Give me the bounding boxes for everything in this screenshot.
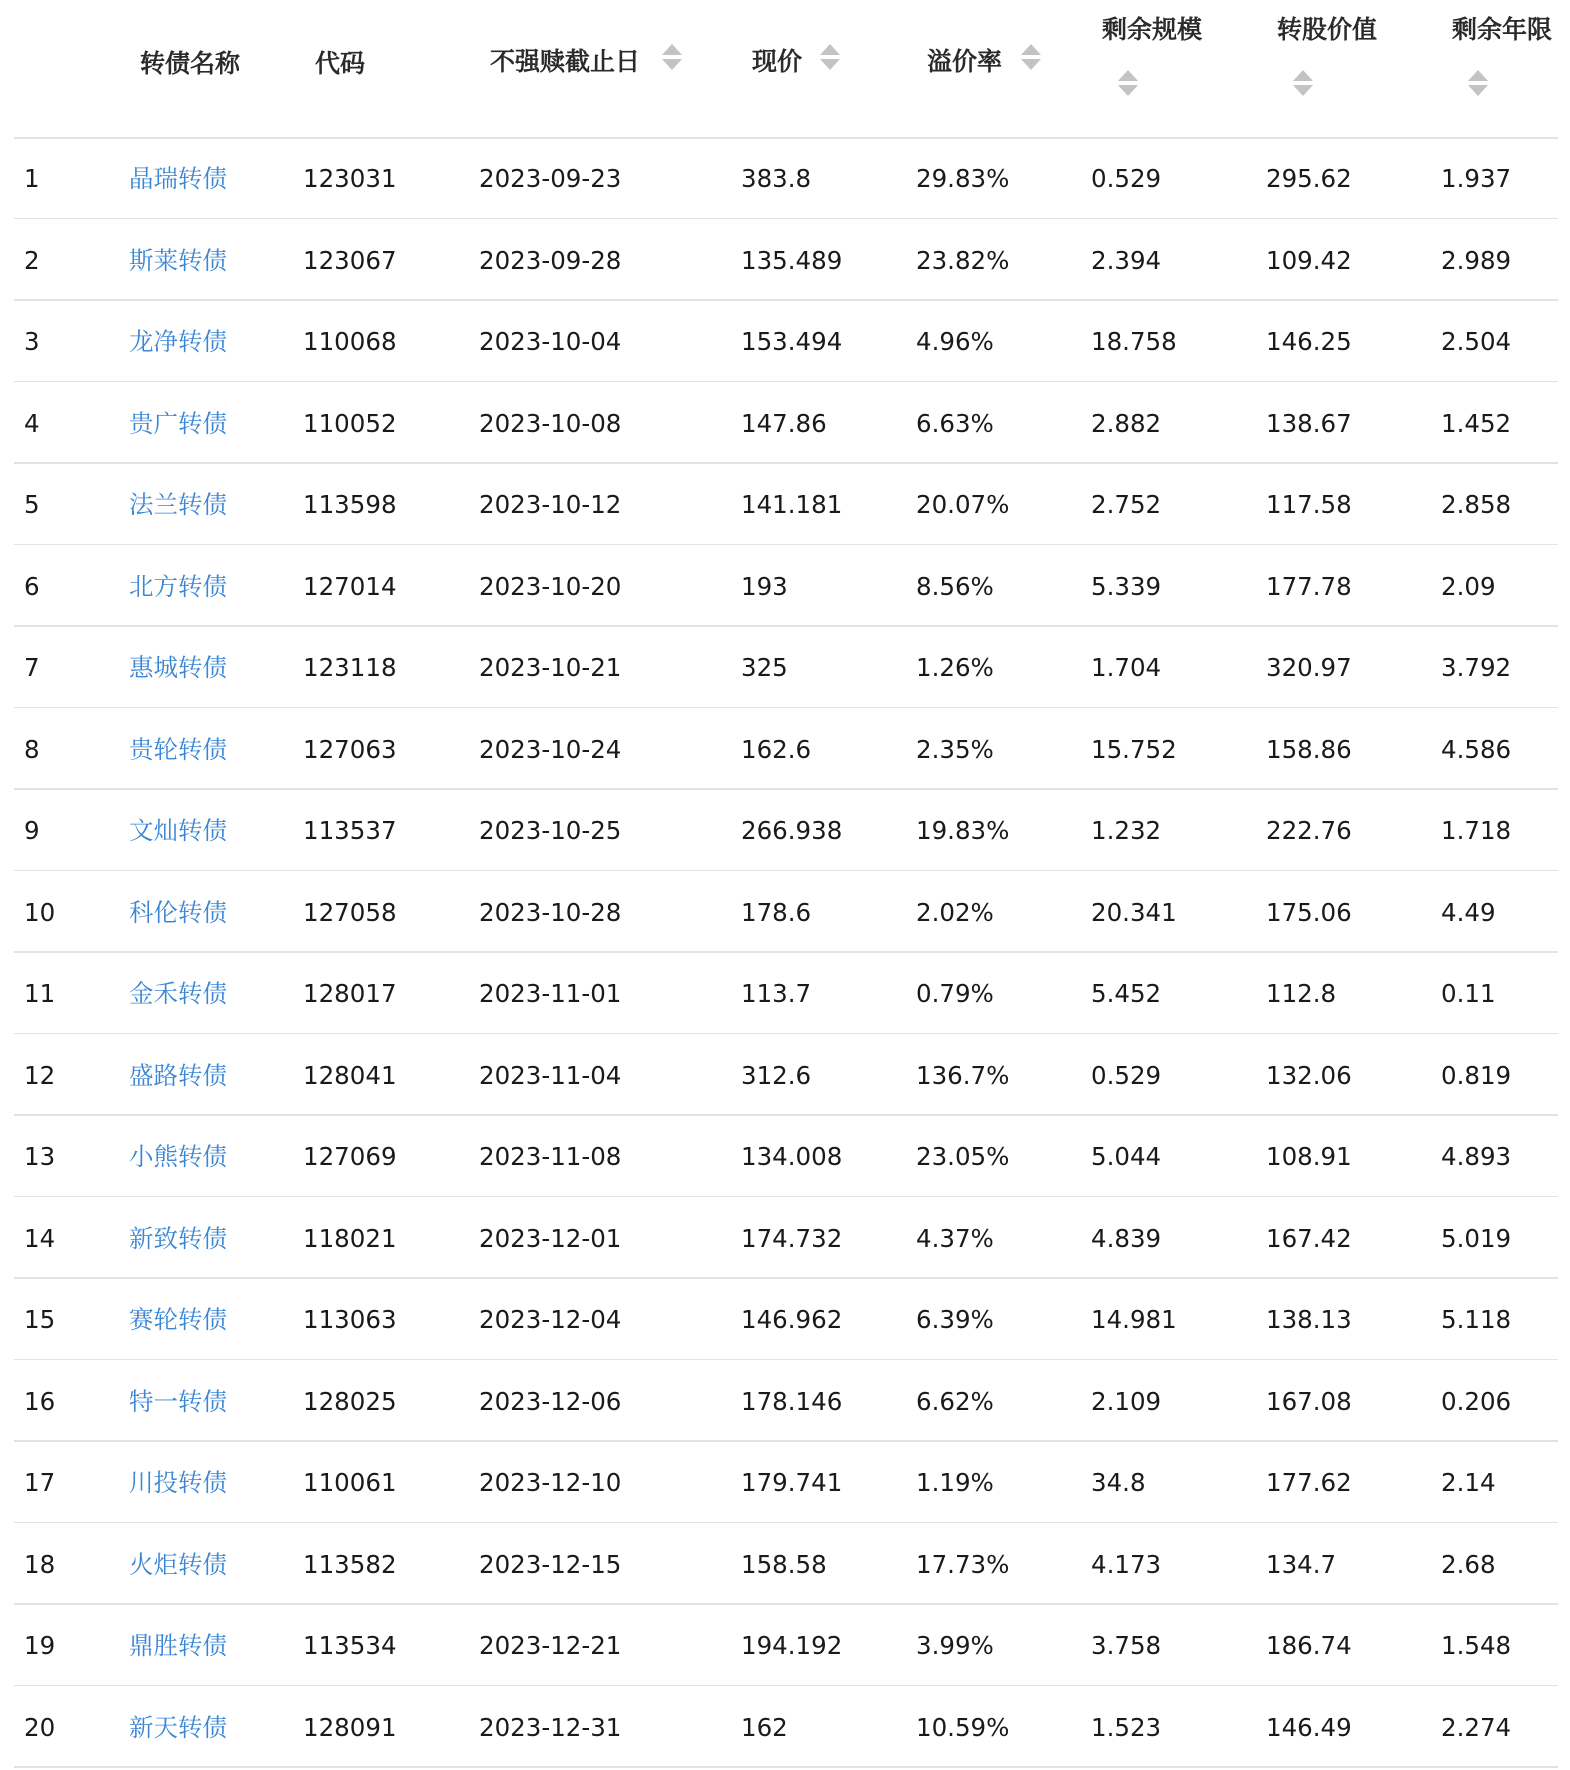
table-row	[14, 1524, 1558, 1605]
conversion-value: 117.58	[1266, 490, 1352, 519]
table-row	[14, 1198, 1558, 1279]
remaining-scale: 2.109	[1091, 1386, 1162, 1416]
bond-name-link[interactable]: 小熊转债	[129, 1142, 227, 1171]
remaining-scale: 15.752	[1091, 734, 1177, 764]
remaining-years: 1.548	[1441, 1631, 1512, 1660]
row-index: 7	[24, 653, 40, 682]
redeem-deadline: 2023-12-21	[479, 1631, 622, 1660]
bond-name-link[interactable]: 贵广转债	[129, 408, 227, 438]
remaining-scale: 1.704	[1091, 653, 1162, 682]
remaining-scale: 4.839	[1091, 1223, 1162, 1253]
header-name: 转债名称	[140, 49, 241, 78]
price: 325	[741, 653, 788, 682]
bond-name-link[interactable]: 鼎胜转债	[129, 1631, 227, 1660]
price: 312.6	[741, 1060, 812, 1090]
sort-scale-icon[interactable]	[1118, 70, 1138, 100]
redeem-deadline: 2023-12-06	[479, 1386, 622, 1416]
bond-code: 127014	[303, 571, 397, 601]
conversion-value: 158.86	[1266, 734, 1352, 764]
conversion-value: 177.78	[1266, 571, 1352, 601]
conversion-value: 146.49	[1266, 1712, 1352, 1742]
conversion-value: 138.13	[1266, 1305, 1352, 1334]
redeem-deadline: 2023-12-01	[479, 1223, 622, 1253]
table-row	[14, 138, 1558, 219]
conversion-value: 167.42	[1266, 1223, 1352, 1253]
conversion-value: 167.08	[1266, 1386, 1352, 1416]
conversion-value: 295.62	[1266, 164, 1352, 193]
bond-code: 128017	[303, 979, 397, 1008]
premium-rate: 6.39%	[916, 1305, 994, 1334]
remaining-years: 1.718	[1441, 816, 1512, 845]
price: 158.58	[741, 1549, 827, 1579]
premium-rate: 1.26%	[916, 653, 994, 682]
bond-code: 128041	[303, 1060, 397, 1090]
remaining-years: 2.858	[1441, 490, 1512, 519]
premium-rate: 6.62%	[916, 1386, 994, 1416]
remaining-scale: 5.044	[1091, 1142, 1162, 1171]
remaining-years: 5.118	[1441, 1305, 1512, 1334]
header-price[interactable]: 现价	[752, 47, 803, 76]
premium-rate: 0.79%	[916, 979, 994, 1008]
remaining-years: 2.274	[1441, 1712, 1512, 1742]
price: 194.192	[741, 1631, 843, 1660]
redeem-deadline: 2023-10-24	[479, 734, 622, 764]
header-conv-value[interactable]: 转股价值	[1277, 15, 1378, 44]
bond-name-link[interactable]: 火炬转债	[129, 1549, 227, 1579]
redeem-deadline: 2023-11-04	[479, 1060, 622, 1090]
bond-name-link[interactable]: 特一转债	[129, 1386, 227, 1416]
header-deadline[interactable]: 不强赎截止日	[490, 47, 641, 76]
row-index: 4	[24, 408, 40, 438]
bond-code: 127069	[303, 1142, 397, 1171]
conversion-value: 138.67	[1266, 408, 1352, 438]
row-index: 8	[24, 734, 40, 764]
row-index: 6	[24, 571, 40, 601]
remaining-scale: 0.529	[1091, 1060, 1162, 1090]
conversion-value: 186.74	[1266, 1631, 1352, 1660]
remaining-scale: 20.341	[1091, 897, 1177, 927]
table-row	[14, 627, 1558, 708]
remaining-years: 0.206	[1441, 1386, 1512, 1416]
conversion-value: 108.91	[1266, 1142, 1352, 1171]
remaining-years: 2.14	[1441, 1468, 1496, 1497]
premium-rate: 19.83%	[916, 816, 1010, 845]
remaining-scale: 2.882	[1091, 408, 1162, 438]
remaining-scale: 1.232	[1091, 816, 1162, 845]
bond-code: 123067	[303, 245, 397, 275]
premium-rate: 2.02%	[916, 897, 994, 927]
bond-code: 110052	[303, 408, 397, 438]
row-divider	[14, 1766, 1558, 1768]
conversion-value: 177.62	[1266, 1468, 1352, 1497]
redeem-deadline: 2023-09-28	[479, 245, 622, 275]
bond-name-link[interactable]: 晶瑞转债	[129, 164, 227, 193]
premium-rate: 8.56%	[916, 571, 994, 601]
bond-name-link[interactable]: 科伦转债	[129, 897, 227, 927]
remaining-years: 2.504	[1441, 327, 1512, 356]
bond-name-link[interactable]: 新致转债	[129, 1223, 227, 1253]
bond-name-link[interactable]: 新天转债	[129, 1712, 227, 1742]
price: 174.732	[741, 1223, 843, 1253]
table-row	[14, 1605, 1558, 1686]
remaining-scale: 5.452	[1091, 979, 1162, 1008]
remaining-scale: 34.8	[1091, 1468, 1146, 1497]
remaining-years: 2.68	[1441, 1549, 1496, 1579]
price: 193	[741, 571, 788, 601]
table-row	[14, 546, 1558, 627]
bond-name-link[interactable]: 法兰转债	[129, 490, 227, 519]
bond-code: 127063	[303, 734, 397, 764]
bond-code: 113598	[303, 490, 397, 519]
row-index: 15	[24, 1305, 56, 1334]
price: 266.938	[741, 816, 843, 845]
table-row	[14, 464, 1558, 545]
table-row	[14, 1279, 1558, 1360]
bond-code: 113063	[303, 1305, 397, 1334]
bond-code: 110061	[303, 1468, 397, 1497]
bond-name-link[interactable]: 金禾转债	[129, 979, 227, 1008]
table-header	[0, 0, 1570, 138]
premium-rate: 3.99%	[916, 1631, 994, 1660]
table-row	[14, 953, 1558, 1034]
remaining-years: 2.989	[1441, 245, 1512, 275]
premium-rate: 17.73%	[916, 1549, 1010, 1579]
price: 178.146	[741, 1386, 843, 1416]
remaining-scale: 1.523	[1091, 1712, 1162, 1742]
premium-rate: 29.83%	[916, 164, 1010, 193]
premium-rate: 23.82%	[916, 245, 1010, 275]
bond-name-link[interactable]: 赛轮转债	[129, 1305, 227, 1334]
redeem-deadline: 2023-12-15	[479, 1549, 622, 1579]
remaining-years: 4.49	[1441, 897, 1496, 927]
remaining-years: 1.452	[1441, 408, 1512, 438]
table-row	[14, 1116, 1558, 1197]
bond-code: 118021	[303, 1223, 397, 1253]
redeem-deadline: 2023-10-25	[479, 816, 622, 845]
remaining-scale: 18.758	[1091, 327, 1177, 356]
price: 147.86	[741, 408, 827, 438]
redeem-deadline: 2023-09-23	[479, 164, 622, 193]
bond-name-link[interactable]: 川投转债	[129, 1468, 227, 1497]
price: 179.741	[741, 1468, 843, 1497]
redeem-deadline: 2023-10-04	[479, 327, 622, 356]
remaining-scale: 3.758	[1091, 1631, 1162, 1660]
redeem-deadline: 2023-12-04	[479, 1305, 622, 1334]
table-row	[14, 383, 1558, 464]
conversion-value: 112.8	[1266, 979, 1337, 1008]
remaining-scale: 2.752	[1091, 490, 1162, 519]
conversion-value: 222.76	[1266, 816, 1352, 845]
bond-code: 110068	[303, 327, 397, 356]
table-row	[14, 709, 1558, 790]
row-index: 13	[24, 1142, 56, 1171]
remaining-scale: 2.394	[1091, 245, 1162, 275]
header-years[interactable]: 剩余年限	[1452, 15, 1553, 44]
row-index: 14	[24, 1223, 56, 1253]
bond-code: 113537	[303, 816, 397, 845]
premium-rate: 10.59%	[916, 1712, 1010, 1742]
price: 146.962	[741, 1305, 843, 1334]
price: 162.6	[741, 734, 812, 764]
table-row	[14, 872, 1558, 953]
remaining-years: 4.586	[1441, 734, 1512, 764]
redeem-deadline: 2023-10-08	[479, 408, 622, 438]
table-row	[14, 301, 1558, 382]
conversion-value: 175.06	[1266, 897, 1352, 927]
bond-name-link[interactable]: 惠城转债	[129, 653, 227, 682]
bond-name-link[interactable]: 龙净转债	[129, 327, 227, 356]
price: 113.7	[741, 979, 812, 1008]
redeem-deadline: 2023-10-28	[479, 897, 622, 927]
redeem-deadline: 2023-11-08	[479, 1142, 622, 1171]
row-index: 12	[24, 1060, 56, 1090]
premium-rate: 20.07%	[916, 490, 1010, 519]
row-index: 11	[24, 979, 56, 1008]
row-index: 16	[24, 1386, 56, 1416]
table-row	[14, 1687, 1558, 1768]
bond-code: 113582	[303, 1549, 397, 1579]
sort-conv-value-icon[interactable]	[1293, 70, 1313, 100]
table-row	[14, 1035, 1558, 1116]
row-index: 5	[24, 490, 40, 519]
remaining-scale: 14.981	[1091, 1305, 1177, 1334]
price: 134.008	[741, 1142, 843, 1171]
bond-name-link[interactable]: 文灿转债	[129, 816, 227, 845]
bond-code: 123118	[303, 653, 397, 682]
sort-price-icon[interactable]	[820, 44, 840, 74]
conversion-value: 132.06	[1266, 1060, 1352, 1090]
remaining-years: 3.792	[1441, 653, 1512, 682]
redeem-deadline: 2023-12-31	[479, 1712, 622, 1742]
remaining-years: 1.937	[1441, 164, 1512, 193]
bond-name-link[interactable]: 斯莱转债	[129, 245, 227, 275]
conversion-value: 146.25	[1266, 327, 1352, 356]
premium-rate: 1.19%	[916, 1468, 994, 1497]
premium-rate: 136.7%	[916, 1060, 1010, 1090]
table-row	[14, 1442, 1558, 1523]
price: 383.8	[741, 164, 812, 193]
premium-rate: 4.37%	[916, 1223, 994, 1253]
redeem-deadline: 2023-10-20	[479, 571, 622, 601]
remaining-scale: 4.173	[1091, 1549, 1162, 1579]
premium-rate: 2.35%	[916, 734, 994, 764]
premium-rate: 6.63%	[916, 408, 994, 438]
header-code: 代码	[315, 49, 366, 78]
redeem-deadline: 2023-10-12	[479, 490, 622, 519]
remaining-years: 4.893	[1441, 1142, 1512, 1171]
sort-deadline-icon[interactable]	[662, 44, 682, 74]
header-scale[interactable]: 剩余规模	[1102, 15, 1203, 44]
row-index: 19	[24, 1631, 56, 1660]
table-row	[14, 790, 1558, 871]
row-index: 1	[24, 164, 40, 193]
header-premium[interactable]: 溢价率	[927, 47, 1003, 76]
bond-name-link[interactable]: 贵轮转债	[129, 734, 227, 764]
remaining-years: 5.019	[1441, 1223, 1512, 1253]
price: 178.6	[741, 897, 812, 927]
bond-name-link[interactable]: 北方转债	[129, 571, 227, 601]
price: 135.489	[741, 245, 843, 275]
conversion-value: 134.7	[1266, 1549, 1337, 1579]
price: 141.181	[741, 490, 843, 519]
row-index: 9	[24, 816, 40, 845]
remaining-scale: 0.529	[1091, 164, 1162, 193]
redeem-deadline: 2023-12-10	[479, 1468, 622, 1497]
bond-name-link[interactable]: 盛路转债	[129, 1060, 227, 1090]
remaining-years: 2.09	[1441, 571, 1496, 601]
remaining-scale: 5.339	[1091, 571, 1162, 601]
table-row	[14, 220, 1558, 301]
conversion-value: 320.97	[1266, 653, 1352, 682]
bond-code: 128025	[303, 1386, 397, 1416]
sort-years-icon[interactable]	[1468, 70, 1488, 100]
row-index: 18	[24, 1549, 56, 1579]
row-index: 2	[24, 245, 40, 275]
redeem-deadline: 2023-10-21	[479, 653, 622, 682]
row-index: 3	[24, 327, 40, 356]
premium-rate: 23.05%	[916, 1142, 1010, 1171]
remaining-years: 0.819	[1441, 1060, 1512, 1090]
row-index: 17	[24, 1468, 56, 1497]
row-index: 20	[24, 1712, 56, 1742]
table-row	[14, 1361, 1558, 1442]
bond-code: 127058	[303, 897, 397, 927]
bond-code: 113534	[303, 1631, 397, 1660]
conversion-value: 109.42	[1266, 245, 1352, 275]
price: 162	[741, 1712, 788, 1742]
premium-rate: 4.96%	[916, 327, 994, 356]
remaining-years: 0.11	[1441, 979, 1496, 1008]
sort-premium-icon[interactable]	[1021, 44, 1041, 74]
price: 153.494	[741, 327, 843, 356]
bond-code: 123031	[303, 164, 397, 193]
bond-code: 128091	[303, 1712, 397, 1742]
row-index: 10	[24, 897, 56, 927]
redeem-deadline: 2023-11-01	[479, 979, 622, 1008]
